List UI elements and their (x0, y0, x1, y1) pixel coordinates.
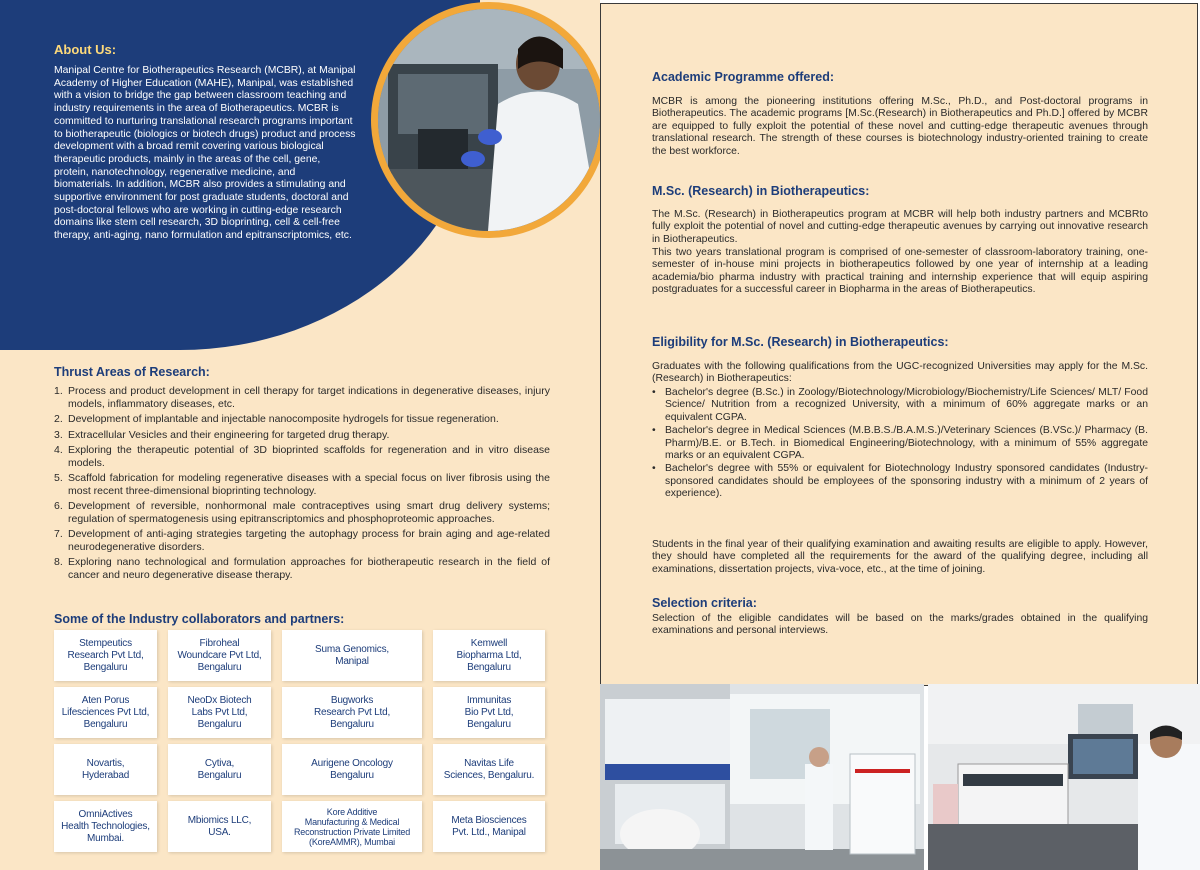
lab-photo-instrument (928, 684, 1200, 870)
list-item: 7. Development of anti-aging strategies targeting the autophagy process for brain aging and age-related neurodegenerative disorders. (54, 528, 550, 553)
partner-card: Novartis, Hyderabad (54, 744, 157, 795)
partners-title: Some of the Industry collaborators and partners: (54, 612, 345, 626)
partner-card: Meta Biosciences Pvt. Ltd., Manipal (433, 801, 545, 852)
list-item: 3. Extracellular Vesicles and their engineering for targeted drug therapy. (54, 428, 390, 441)
selection-criteria-text: Selection of the eligible candidates will be based on the marks/grades obtained in the qualifying examinations and personal interviews. (652, 613, 1148, 637)
partner-card: Immunitas Bio Pvt Ltd, Bengaluru (433, 687, 545, 738)
partner-card: Fibroheal Woundcare Pvt Ltd, Bengaluru (168, 630, 271, 681)
msc-text-2: This two years translational program is comprised of one-semester of classroom-laboratory training, one-semester of in-house mini projects in biotherapeutics followed by one year of internship at a leading academia/bio pharma industry with practical training and internship experience that will equip aspiring postgraduates for a successful career in Biopharma in the areas of Biotherapeutics. (652, 247, 1148, 296)
partner-card: Bugworks Research Pvt Ltd, Bengaluru (282, 687, 422, 738)
lab-photos (600, 684, 1200, 870)
thrust-areas-list (54, 385, 550, 584)
about-text: Manipal Centre for Biotherapeutics Research (MCBR), at Manipal Academy of Higher Education (MAHE), Manipal, was established with a vision to bridge the gap between classroom teaching and industry requirements in the area of Biotherapeutics. MCBR is committed to nurturing translational research programs important to biotherapeutic (biologics or biotech drugs) product and process development with a broad remit covering various biological therapeutic products, mainly in the areas of the cell, gene, protein, nanotechnology, regenerative medicine, and biomaterials. In addition, MCBR also provides a stimulating and supportive environment for post graduate students, doctoral and post-doctoral fellows who are working in cutting-edge research domains like stem cell research, 3D bioprinting, cell & cell-free therapy, anti-aging, nano formulation and epitranscriptomics, etc. (54, 65, 356, 242)
partner-card: Mbiomics LLC, USA. (168, 801, 271, 852)
msc-text-1: The M.Sc. (Research) in Biotherapeutics program at MCBR will help both industry partners and MCBRto fully exploit the potential of novel and cutting-edge therapeutic avenues by carrying out innovative research in Biotherapeutics. (652, 209, 1148, 245)
list-item: • Bachelor's degree in Medical Sciences (M.B.B.S./B.A.M.S.)/Veterinary Sciences (B.VSc.)/ Pharmacy (B. Pharm)/B.E. or B.Tech. in Biomedical Engineering/Biotechnology, with a minimum of 55% aggregate marks or an equivalent CGPA. (652, 425, 1148, 462)
partners-grid (54, 630, 552, 852)
eligibility-intro: Graduates with the following qualifications from the UGC-recognized Universities may apply for the M.Sc. (Research) in Biotherapeutics: (652, 361, 1148, 385)
list-item: 5. Scaffold fabrication for modeling regenerative diseases with a special focus on liver fibrosis using the most recent three-dimensional bioprinting technology. (54, 472, 550, 497)
thrust-areas-title: Thrust Areas of Research: (54, 365, 210, 379)
partner-card: Aurigene Oncology Bengaluru (282, 744, 422, 795)
selection-criteria-title: Selection criteria: (652, 596, 757, 610)
partner-card: Navitas Life Sciences, Bengaluru. (433, 744, 545, 795)
partner-card: Kemwell Biopharma Ltd, Bengaluru (433, 630, 545, 681)
msc-title: M.Sc. (Research) in Biotherapeutics: (652, 184, 870, 198)
partner-card: Cytiva, Bengaluru (168, 744, 271, 795)
list-item: 2. Development of implantable and injectable nanocomposite hydrogels for tissue regeneration. (54, 413, 499, 425)
partner-card: Kore Additive Manufacturing & Medical Reconstruction Private Limited (KoreAMMR), Mumbai (282, 801, 422, 852)
lab-photo-cabinet (600, 684, 924, 870)
list-item: 6. Development of reversible, nonhormonal male contraceptives using smart drug delivery systems; regulation of spermatogenesis using epitranscriptomics and phosphoproteomic approaches. (54, 500, 550, 525)
eligibility-list (652, 387, 1148, 502)
programme-info-box (600, 3, 1198, 686)
list-item: • Bachelor's degree with 55% or equivalent for Biotechnology Industry sponsored candidates (Industry-sponsored candidates should be employees of the sponsoring industry with a minimum of 2 years of experience). (652, 463, 1148, 500)
academic-programme-text: MCBR is among the pioneering institutions offering M.Sc., Ph.D., and Post-doctoral programs in Biotherapeutics. The academic programs [M.Sc.(Research) in Biotherapeutics and Ph.D.] offered by MCBR are equipped to fully exploit the potential of these novel and cutting-edge therapeutic avenues through translational research. The strength of these courses is biotechnology industry-oriented training to create the best workforce. (652, 96, 1148, 157)
list-item: • Bachelor's degree (B.Sc.) in Zoology/Biotechnology/Microbiology/Biochemistry/Life Sciences/ MLT/ Food Science/ Nutrition from a recognized University, with a minimum of 60% aggregate marks or an equivalent CGPA. (652, 387, 1148, 423)
right-panel (600, 0, 1200, 870)
about-title: About Us: (54, 42, 117, 57)
list-item: 4. Exploring the therapeutic potential of 3D bioprinted scaffolds for regeneration and in vitro disease models. (54, 444, 550, 469)
eligibility-title: Eligibility for M.Sc. (Research) in Biotherapeutics: (652, 335, 949, 349)
partner-card: Aten Porus Lifesciences Pvt Ltd, Bengaluru (54, 687, 157, 738)
eligibility-note: Students in the final year of their qualifying examination and awaiting results are eligible to apply. However, they should have completed all the requirements for the award of the qualifying degree, including all examinations, dissertation projects, viva-voce, etc., at the time of joining. (652, 539, 1148, 575)
researcher-photo-frame (371, 2, 600, 238)
list-item: 1. Process and product development in cell therapy for target indications in degenerative diseases, injury models, inflammatory diseases, etc. (54, 385, 550, 410)
researcher-photo (378, 9, 600, 231)
list-item: 8. Exploring nano technological and formulation approaches for biotherapeutic research in the field of cancer and neuro degenerative disease therapy. (54, 556, 550, 581)
partner-card: NeoDx Biotech Labs Pvt Ltd, Bengaluru (168, 687, 271, 738)
partner-card: Suma Genomics, Manipal (282, 630, 422, 681)
partner-card: Stempeutics Research Pvt Ltd, Bengaluru (54, 630, 157, 681)
partner-card: OmniActives Health Technologies, Mumbai. (54, 801, 157, 852)
academic-programme-title: Academic Programme offered: (652, 70, 835, 84)
